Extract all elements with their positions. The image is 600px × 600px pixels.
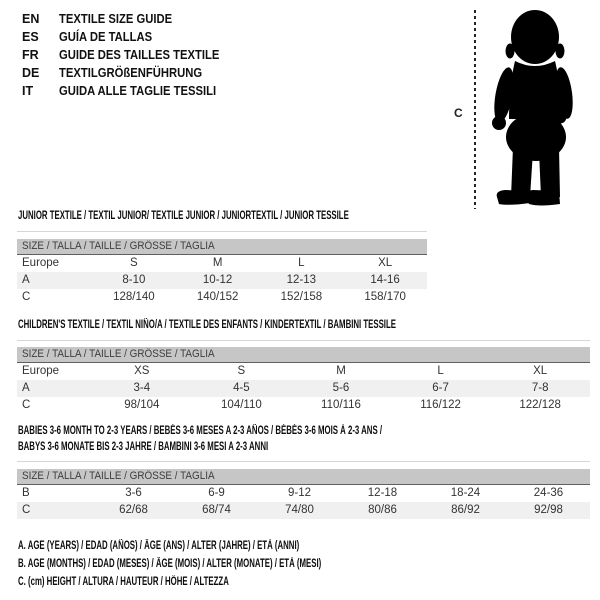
table-row [17, 272, 427, 289]
row-label: Europe [22, 365, 60, 377]
size-cell: 6-7 [432, 382, 449, 394]
size-cell: 5-6 [332, 382, 350, 394]
table-row [17, 289, 427, 306]
language-row [22, 28, 237, 46]
size-cell: 8-10 [122, 274, 146, 286]
size-header-bar [17, 347, 590, 363]
size-cell: 110/116 [321, 399, 361, 411]
baby-silhouette-icon [489, 7, 573, 211]
table-row [17, 502, 590, 519]
size-cell: 6-9 [208, 487, 225, 499]
size-cell: M [212, 257, 223, 269]
size-cell: XS [134, 365, 150, 377]
size-cell: S [130, 257, 138, 269]
table-top-rule [17, 340, 590, 341]
table-top-rule [17, 231, 427, 232]
table-row [17, 255, 427, 272]
size-cell: L [298, 257, 305, 269]
size-cell: 12-13 [286, 274, 317, 286]
size-cell: S [237, 365, 246, 377]
table-row [17, 485, 590, 502]
size-cell: 158/170 [364, 291, 406, 303]
size-cell: 9-12 [287, 487, 312, 499]
row-label: A [22, 382, 30, 394]
size-cell: 24-36 [533, 487, 564, 499]
size-cell: 104/110 [221, 399, 262, 411]
language-list [22, 10, 237, 100]
size-cell: 62/68 [119, 504, 148, 516]
language-code: IT [22, 84, 34, 98]
language-code: EN [22, 12, 40, 26]
size-header-label: SIZE / TALLA / TAILLE / GRÖSSE / TAGLIA [22, 348, 215, 360]
height-measure-label: C [454, 106, 463, 120]
height-measure-line [474, 10, 476, 209]
language-code: DE [22, 66, 40, 80]
row-label: C [22, 399, 31, 411]
size-header-label: SIZE / TALLA / TAILLE / GRÖSSE / TAGLIA [22, 240, 215, 252]
size-cell: 152/158 [280, 291, 323, 303]
size-cell: 7-8 [531, 382, 549, 394]
footnote-line: B. AGE (MONTHS) / EDAD (MESES) / ÂGE (MOIS) / ALTER (MONATE) / ETÀ (MESI) [18, 558, 322, 570]
row-label: C [22, 291, 31, 303]
row-label: A [22, 274, 30, 286]
size-header-bar [17, 469, 590, 485]
size-cell: 4-5 [233, 382, 250, 394]
size-cell: 14-16 [370, 274, 400, 286]
table-row [17, 397, 590, 414]
language-row [22, 10, 237, 28]
size-cell: 122/128 [519, 399, 561, 411]
size-cell: 128/140 [113, 291, 155, 303]
size-cell: XL [533, 365, 548, 377]
language-row [22, 82, 237, 100]
size-cell: 12-18 [367, 487, 398, 499]
size-cell: XL [378, 257, 393, 269]
table-row [17, 363, 590, 380]
size-cell: 74/80 [285, 504, 314, 516]
size-cell: 18-24 [450, 487, 481, 499]
size-cell: 116/122 [420, 399, 461, 411]
row-label: Europe [22, 257, 60, 269]
table-top-rule [17, 461, 590, 462]
size-cell: 3-6 [125, 487, 142, 499]
row-label: B [22, 487, 30, 499]
language-code: ES [22, 30, 39, 44]
language-row [22, 64, 237, 82]
size-cell: 10-12 [202, 274, 233, 286]
junior-section-title: JUNIOR TEXTILE / TEXTIL JUNIOR/ TEXTILE JUNIOR / JUNIORTEXTIL / JUNIOR TESSILE [18, 210, 349, 222]
size-cell: M [336, 365, 346, 377]
junior-size-table [17, 239, 427, 306]
babies-section-title-line1: BABIES 3-6 MONTH TO 2-3 YEARS / BEBÉS 3-6 MESES A 2-3 AÑOS / BÉBÉS 3-6 MOIS À 2-3 ANS / [18, 425, 383, 437]
footnote-line: A. AGE (YEARS) / EDAD (AÑOS) / ÂGE (ANS) / ALTER (JAHRE) / ETÀ (ANNI) [18, 540, 300, 552]
language-label: GUÍA DE TALLAS [59, 30, 153, 44]
language-label: TEXTILGRÖßENFÜHRUNG [59, 66, 203, 80]
footnotes [18, 537, 464, 591]
size-cell: L [437, 365, 444, 377]
size-cell: 80/86 [368, 504, 397, 516]
babies-size-table [17, 469, 590, 519]
row-label: C [22, 504, 31, 516]
language-code: FR [22, 48, 39, 62]
size-cell: 86/92 [451, 504, 480, 516]
children-section-title: CHILDREN'S TEXTILE / TEXTIL NIÑO/A / TEXTILE DES ENFANTS / KINDERTEXTIL / BAMBINI TESSILE [18, 319, 396, 331]
table-row [17, 380, 590, 397]
language-label: GUIDA ALLE TAGLIE TESSILI [59, 84, 217, 98]
size-cell: 3-4 [133, 382, 151, 394]
language-label: TEXTILE SIZE GUIDE [59, 12, 173, 26]
size-cell: 140/152 [196, 291, 239, 303]
language-label: GUIDE DES TAILLES TEXTILE [59, 48, 220, 62]
babies-section-title-line2: BABYS 3-6 MONATE BIS 2-3 JAHRE / BAMBINI 3-6 MESI A 2-3 ANNI [18, 441, 269, 453]
size-header-bar [17, 239, 427, 255]
size-cell: 98/104 [124, 399, 160, 411]
size-header-label: SIZE / TALLA / TAILLE / GRÖSSE / TAGLIA [22, 470, 215, 482]
footnote-line: C. (cm) HEIGHT / ALTURA / HAUTEUR / HÖHE / ALTEZZA [18, 576, 229, 588]
size-cell: 68/74 [202, 504, 231, 516]
language-row [22, 46, 237, 64]
children-size-table [17, 347, 590, 414]
size-cell: 92/98 [534, 504, 563, 516]
